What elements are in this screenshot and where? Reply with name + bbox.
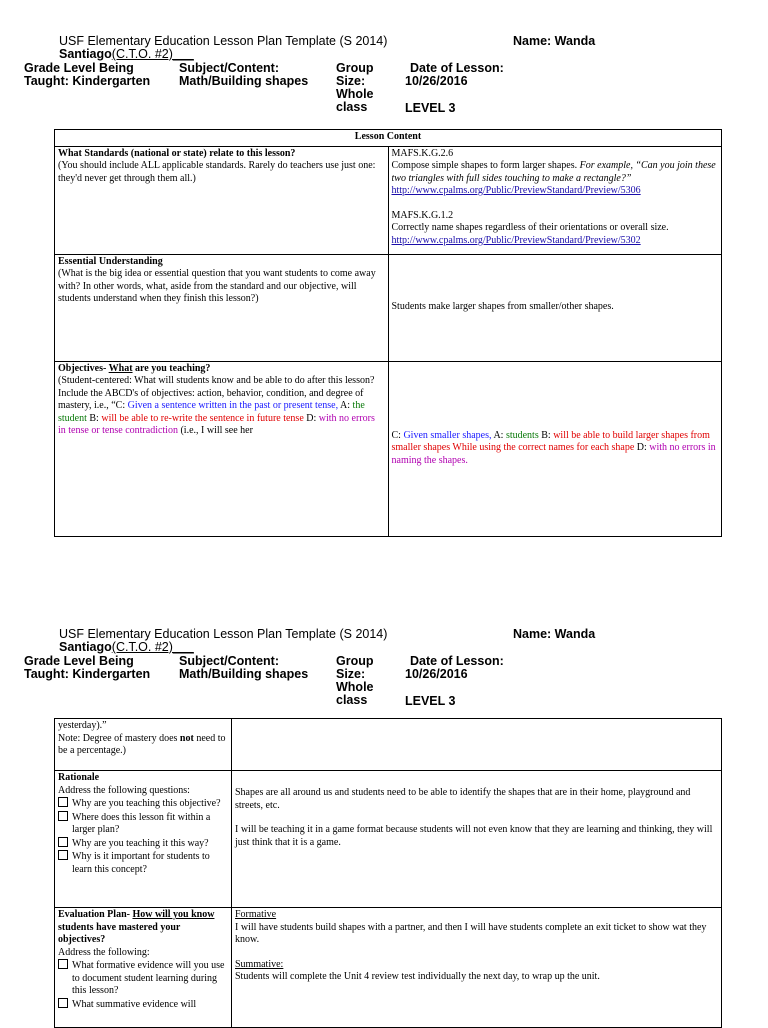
standard-1-code: MAFS.K.G.2.6 [391, 147, 454, 159]
list-item: Where does this lesson fit within a larger plan? [58, 811, 228, 837]
essential-label-cell [55, 254, 389, 361]
teacher-name-label: Name: Wanda [513, 34, 596, 48]
objective-degree: with no errors in naming the shapes. [391, 442, 716, 466]
summative-text: Students will complete the Unit 4 review test individually the next day, to wrap up the unit. [235, 971, 600, 982]
cto-number: (C.T.O. #2)___ [111, 47, 194, 61]
objectives-continued-quote: yesterday).” [58, 720, 107, 731]
list-item: What summative evidence will [58, 998, 228, 1012]
objectives-heading: Objectives- What are you teaching? [58, 362, 211, 374]
grade-label [24, 62, 150, 88]
lesson-content-table-continued [54, 718, 722, 1028]
standard-1-text: Compose simple shapes to form larger shapes. [391, 160, 578, 171]
grade-label-line1: Grade Level Being [24, 61, 134, 75]
checkbox-icon [58, 959, 68, 969]
essential-content: Students make larger shapes from smaller/other shapes. [391, 301, 614, 313]
standard-2-code: MAFS.K.G.1.2 [391, 209, 454, 221]
group-size-2: Group Size: Whole class [336, 654, 374, 707]
essential-understanding-row [55, 254, 722, 361]
rationale-question-list [58, 797, 228, 876]
standards-row [55, 146, 722, 254]
teacher-name-continued-2 [59, 641, 194, 654]
objectives-instructions: (Student-centered: What will students know and be able to do after this lesson? Include the ABCD's of objectives: action, behavior, condition, and degree of mastery, i.e., “C: [58, 375, 375, 411]
rationale-row [55, 771, 722, 908]
mastery-note-emphasis: not [179, 732, 194, 744]
example-degree: with no errors in tense or tense contradiction [58, 412, 375, 436]
group-label-line1: Group [336, 61, 374, 75]
checkbox-icon [58, 811, 68, 821]
rationale-heading: Rationale [58, 772, 100, 783]
lesson-date [405, 62, 504, 88]
grade-label-line2: Taught: Kindergarten [24, 74, 151, 88]
subject-label [179, 62, 308, 88]
objectives-continued-cell: yesterday).” Note: Degree of mastery does not need to be a percentage.) [55, 719, 232, 771]
evaluation-label-cell [55, 908, 232, 1028]
checkbox-icon [58, 998, 68, 1008]
essential-instructions: (What is the big idea or essential question that you want students to come away with? In other words, what, aside from the standard and our objective, will students understand when they finish this lesson?) [58, 268, 376, 304]
essential-content-cell [388, 254, 722, 361]
example-condition: Given a sentence written in the past or present tense, [127, 400, 339, 411]
formative-heading: Formative [235, 909, 277, 920]
teacher-surname: Santiago [59, 47, 112, 61]
table-heading-row [55, 130, 722, 147]
objective-behavior: will be able to build larger shapes from smaller shapes While using the correct names for each shape [391, 429, 710, 454]
evaluation-question-list [58, 959, 228, 1011]
standards-instructions: (You should include ALL applicable standards. Rarely do teachers use just one: they'd never get through them all.) [58, 160, 376, 184]
date-value: 10/26/2016 [405, 74, 468, 88]
objectives-content-cell: C: Given smaller shapes, A: students B: will be able to build larger shapes from smaller shapes While using the correct names for each shape D: with no errors in naming the shapes. [388, 361, 722, 536]
rationale-paragraph-2: I will be teaching it in a game format because students will not even know that they are learning and thinking, they will just think that it is a game. [235, 824, 713, 848]
checkbox-icon [58, 850, 68, 860]
evaluation-instructions: Address the following: [58, 946, 150, 958]
grade-label-2: Grade Level Being Taught: Kindergarten [24, 654, 151, 681]
evaluation-heading: Evaluation Plan- How will you know students have mastered your objectives? [58, 909, 215, 945]
group-size [336, 62, 374, 114]
list-item: What formative evidence will you use to document student learning during this lesson? [58, 959, 228, 998]
objectives-continued-row [55, 719, 722, 771]
standard-2-link[interactable]: http://www.cpalms.org/Public/PreviewStandard/Preview/5302 [391, 234, 641, 246]
summative-heading: Summative: [235, 958, 284, 970]
objective-condition: Given smaller shapes, [403, 429, 492, 441]
lesson-content-heading: Lesson Content [55, 130, 722, 147]
level-label: LEVEL 3 [405, 101, 456, 115]
cto-number-2: (C.T.O. #2)___ [111, 640, 194, 654]
objective-audience: students [505, 429, 539, 441]
teacher-surname-2: Santiago [59, 640, 112, 654]
group-label-line2: Size: [336, 74, 366, 88]
evaluation-row [55, 908, 722, 1028]
standards-content-cell [388, 146, 722, 254]
objectives-row [55, 361, 722, 536]
checkbox-icon [58, 797, 68, 807]
template-title-2: USF Elementary Education Lesson Plan Template (S 2014) [59, 627, 388, 641]
rationale-instructions: Address the following questions: [58, 784, 190, 796]
rationale-paragraph-1: Shapes are all around us and students need to be able to identify the shapes that are in their home, playground and streets, etc. [235, 787, 691, 811]
standards-question: What Standards (national or state) relate to this lesson? [58, 147, 296, 159]
example-audience: the student [58, 400, 365, 424]
group-value-line1: Whole [336, 87, 374, 101]
subject-label-2: Subject/Content: Math/Building shapes [179, 654, 309, 681]
page-2 [0, 593, 768, 1024]
list-item: Why are you teaching this objective? [58, 797, 228, 811]
teacher-name-continued [59, 48, 194, 61]
example-behavior: will be able to re-write the sentence in future tense [101, 412, 304, 424]
date-label: Date of Lesson: [410, 61, 504, 75]
list-item: Why are you teaching it this way? [58, 837, 228, 851]
rationale-content-cell [232, 771, 722, 908]
standards-label-cell [55, 146, 389, 254]
evaluation-content-cell [232, 908, 722, 1028]
objectives-label-cell: Objectives- What are you teaching? (Student-centered: What will students know and be able to do after this lesson? Include the ABCD's of objectives: action, behavior, condition, and degree of mastery, i.e., “C: Given a sentence written in the past or present tense, A: the student B: will be able to re-write the sentence in future tense D: with no errors in tense or tense contradiction (i.e., I will see her [55, 361, 389, 536]
objectives-continued-content [232, 719, 722, 771]
standard-1-example: For example, “Can you join these two triangles with full sides touching to make a rectangle?” [391, 160, 716, 184]
lesson-date-2: Date of Lesson: 10/26/2016 [405, 654, 504, 681]
lesson-content-table [54, 129, 722, 537]
checkbox-icon [58, 837, 68, 847]
rationale-label-cell [55, 771, 232, 908]
subject-value: Math/Building shapes [179, 74, 309, 88]
level-label-2: LEVEL 3 [405, 694, 456, 708]
subject-label-text: Subject/Content: [179, 61, 279, 75]
standard-1-description [392, 160, 719, 185]
teacher-name-label-2: Name: Wanda [513, 627, 596, 641]
essential-heading: Essential Understanding [58, 255, 163, 267]
standard-1-link[interactable]: http://www.cpalms.org/Public/PreviewStandard/Preview/5306 [391, 185, 641, 196]
group-value-line2: class [336, 100, 368, 114]
template-title: USF Elementary Education Lesson Plan Template (S 2014) [59, 34, 388, 48]
standard-2-text: Correctly name shapes regardless of their orientations or overall size. [391, 222, 669, 233]
formative-text: I will have students build shapes with a partner, and then I will have students complete an exit ticket to show wat they know. [235, 921, 707, 945]
list-item: Why is it important for students to learn this concept? [58, 850, 228, 876]
